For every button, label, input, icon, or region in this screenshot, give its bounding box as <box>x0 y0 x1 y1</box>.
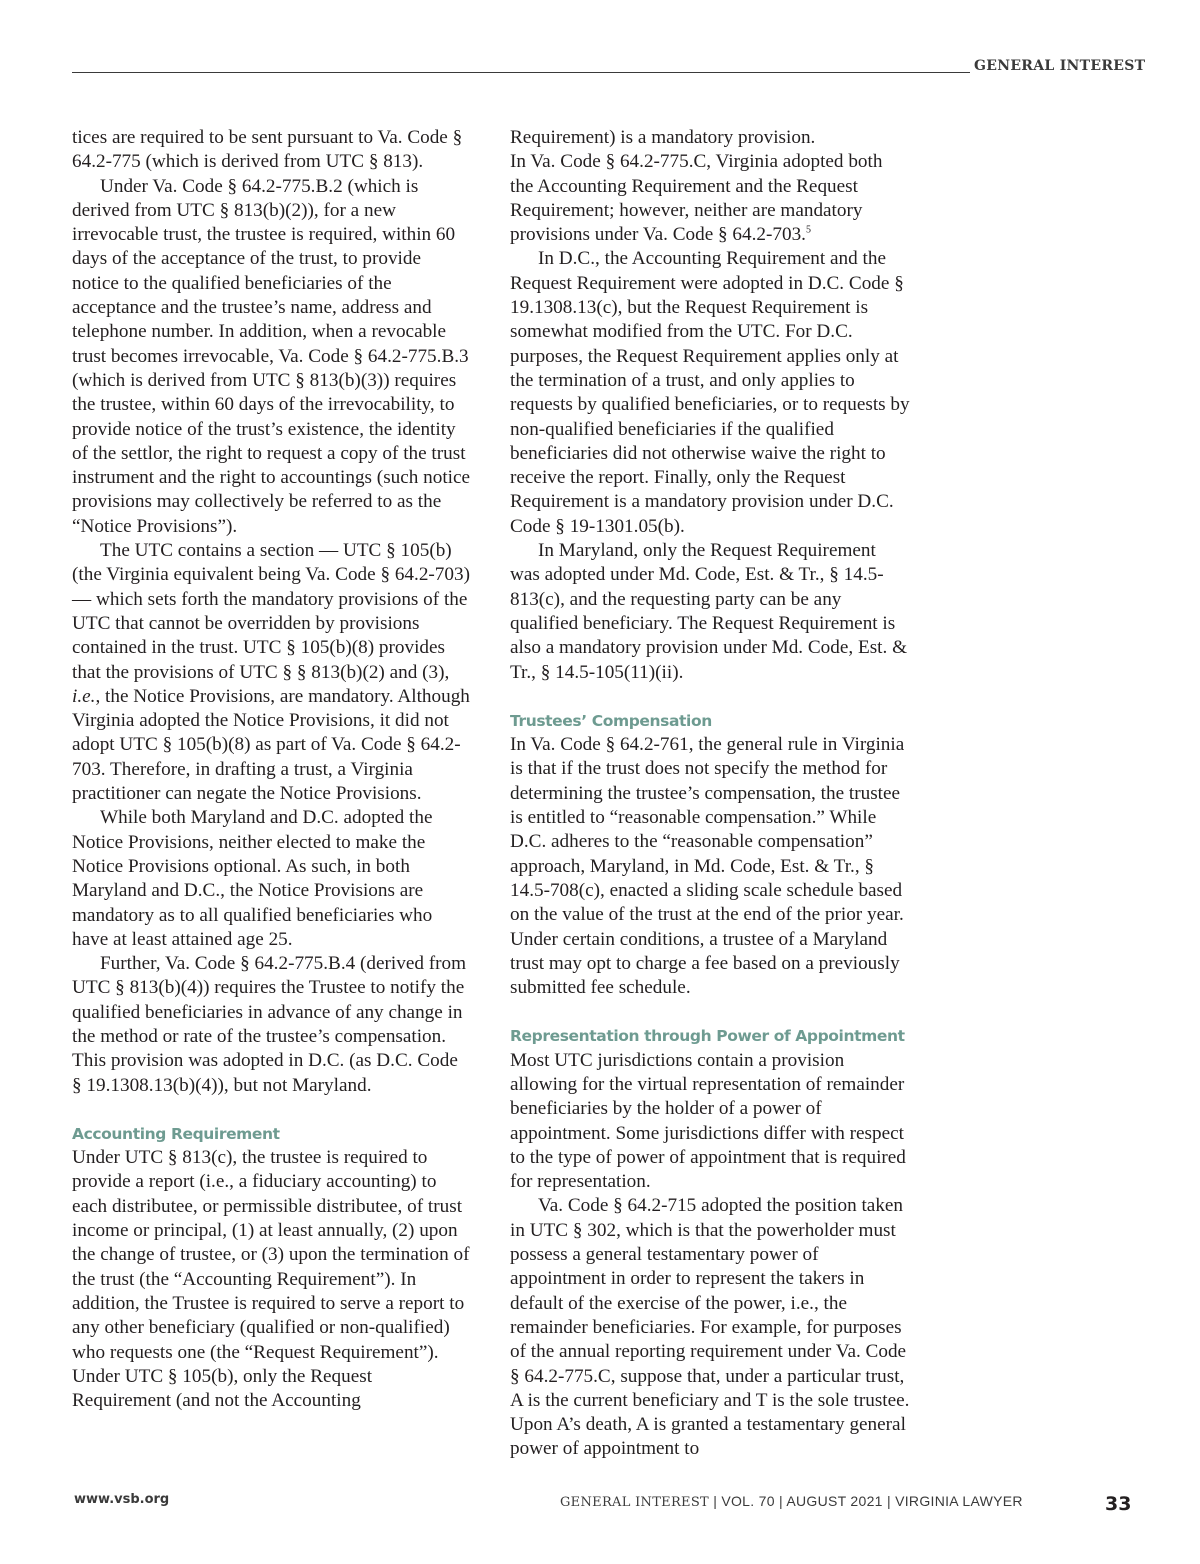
paragraph: Further, Va. Code § 64.2-775.B.4 (derived from UTC § 813(b)(4)) requires the Trustee to notify the qualified beneficiaries in advance of any change in the method or rate of the trustee’s compensation. This provision was adopted in D.C. (as D.C. Code § 19.1308.13(b)(4)), but not Maryland. <box>72 953 467 1096</box>
header-section-label: GENERAL INTEREST <box>974 58 1146 74</box>
header-rule <box>72 72 970 73</box>
paragraph: Most UTC jurisdictions contain a provision allowing for the virtual representation of remainder beneficiaries by the holder of a power of appointment. Some jurisdictions differ with respect to the type of power of appointment that is required for representation. <box>510 1049 906 1193</box>
footer-running-head <box>560 1493 1023 1510</box>
paragraph: Under Va. Code § 64.2-775.B.2 (which is derived from UTC § 813(b)(2)), for a new irrevocable trust, the trustee is required, within 60 days of the acceptance of the trust, to provide notice to the qualified beneficiaries of the acceptance and the trustee’s name, address and telephone number. In addition, when a revocable trust becomes irrevocable, Va. Code § 64.2-775.B.3 (which is derived from UTC § 813(b)(3)) requires the trustee, within 60 days of the irrevocability, to provide notice of the trust’s existence, the identity of the settlor, the right to request a copy of the trust instrument and the right to accountings (such notice provisions may collectively be referred to as the “Notice Provisions”). <box>72 175 471 537</box>
footer-section: GENERAL INTEREST <box>560 1495 710 1510</box>
paragraph: While both Maryland and D.C. adopted the Notice Provisions, neither elected to make the Notice Provisions optional. As such, in both Maryland and D.C., the Notice Provisions are mandatory as to all qualified beneficiaries who have at least attained age 25. <box>72 807 433 950</box>
page-number: 33 <box>1105 1493 1132 1515</box>
right-column <box>510 126 910 1462</box>
paragraph: Requirement) is a mandatory provision. <box>510 127 816 148</box>
footer-volume: | VOL. 70 | AUGUST 2021 | VIRGINIA LAWYER <box>713 1493 1023 1509</box>
paragraph: In Maryland, only the Request Requirement was adopted under Md. Code, Est. & Tr., § 14.5-813(c), and the requesting party can be any qualified beneficiary. The Request Requirement is also a mandatory provision under Md. Code, Est. & Tr., § 14.5-105(11)(ii). <box>510 540 908 683</box>
text-run: The UTC contains a section — UTC § 105(b) (the Virginia equivalent being Va. Code § 64.2-703) — which sets forth the mandatory provisions of the UTC that cannot be overridden by provisions contained in the trust. UTC § 105(b)(8) provides that the provisions of UTC § § 813(b)(2) and (3), <box>72 540 470 683</box>
paragraph <box>510 150 910 247</box>
text-run: In Va. Code § 64.2-775.C, Virginia adopted both the Accounting Requirement and the Request Requirement; however, neither are mandatory provisions under Va. Code § 64.2-703. <box>510 151 883 246</box>
paragraph: In D.C., the Accounting Requirement and the Request Requirement were adopted in D.C. Code § 19.1308.13(c), but the Request Requirement is somewhat modified from the UTC. For D.C. purposes, the Request Requirement applies only at the termination of a trust, and only applies to requests by qualified beneficiaries, or to requests by non-qualified beneficiaries if the qualified beneficiaries did not otherwise waive the right to receive the report. Finally, only the Request Requirement is a mandatory provision under D.C. Code § 19-1301.05(b). <box>510 248 910 537</box>
paragraph <box>72 539 472 806</box>
heading-representation: Representation through Power of Appointment <box>510 1027 905 1046</box>
footer-url: www.vsb.org <box>74 1492 170 1507</box>
italic-ie: i.e. <box>72 685 96 707</box>
footnote-ref: 5 <box>805 224 811 236</box>
text-run: , the Notice Provisions, are mandatory. Although Virginia adopted the Notice Provisions, it did not adopt UTC § 105(b)(8) as part of Va. Code § 64.2-703. Therefore, in drafting a trust, a Virginia practitioner can negate the Notice Provisions. <box>72 685 470 805</box>
paragraph: In Va. Code § 64.2-761, the general rule in Virginia is that if the trust does not specify the method for determining the trustee’s compensation, the trustee is entitled to “reasonable compensation.” While D.C. adheres to the “reasonable compensation” approach, Maryland, in Md. Code, Est. & Tr., § 14.5-708(c), enacted a sliding scale schedule based on the value of the trust at the end of the prior year. Under certain conditions, a trustee of a Maryland trust may opt to charge a fee based on a previously submitted fee schedule. <box>510 734 905 999</box>
paragraph: Va. Code § 64.2-715 adopted the position taken in UTC § 302, which is that the powerholder must possess a general testamentary power of appointment in order to represent the takers in default of the exercise of the power, i.e., the remainder beneficiaries. For example, for purposes of the annual reporting requirement under Va. Code § 64.2-775.C, suppose that, under a particular trust, A is the current beneficiary and T is the sole trustee. Upon A’s death, A is granted a testamentary general power of appointment to <box>510 1195 910 1460</box>
left-column <box>72 126 472 1413</box>
paragraph: Under UTC § 813(c), the trustee is required to provide a report (i.e., a fiduciary accounting) to each distributee, or permissible distributee, of trust income or principal, (1) at least annually, (2) upon the change of trustee, or (3) upon the termination of the trust (the “Accounting Requirement”). In addition, the Trustee is required to serve a report to any other beneficiary (qualified or non-qualified) who requests one (the “Request Requirement”). Under UTC § 105(b), only the Request Requirement (and not the Accounting <box>72 1147 470 1412</box>
heading-trustees-compensation: Trustees’ Compensation <box>510 711 712 730</box>
paragraph: tices are required to be sent pursuant to Va. Code § 64.2-775 (which is derived from UTC § 813). <box>72 127 463 173</box>
heading-accounting-requirement: Accounting Requirement <box>72 1124 280 1143</box>
